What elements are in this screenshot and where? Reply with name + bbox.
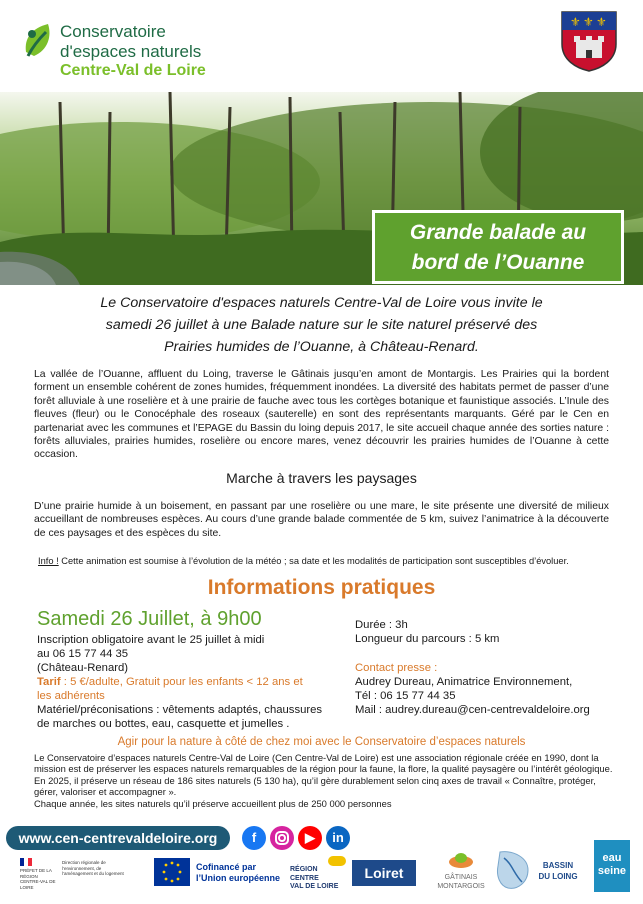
intro-line2: samedi 26 juillet à une Balade nature sur le site naturel préservé des xyxy=(105,317,538,333)
org-name-line3: Centre-Val de Loire xyxy=(60,62,206,79)
linkedin-icon[interactable]: in xyxy=(326,826,350,850)
organization-description xyxy=(34,752,614,809)
eu-flag-icon xyxy=(154,858,190,886)
region-logo: RÉGION CENTRE VAL DE LOIRE xyxy=(290,856,348,892)
gatinais-leaf-icon xyxy=(446,850,476,870)
eau-seine-logo: eau seine xyxy=(594,840,630,892)
eu-cofinance: Cofinancé par l’Union européenne xyxy=(196,862,281,883)
event-title-line2: bord de l’Ouanne xyxy=(411,251,585,274)
org-name-line2: d'espaces naturels xyxy=(60,42,202,61)
registration-phone: au 06 15 77 44 35 xyxy=(37,648,129,660)
org-name-line1: Conservatoire xyxy=(60,22,166,41)
tarif-line2: les adhérents xyxy=(37,690,105,702)
tarif-text: : 5 €/adulte, Gratuit pour les enfants < 12 ans et xyxy=(60,676,303,688)
svg-text:⚜: ⚜ xyxy=(583,15,594,29)
organization-text: Le Conservatoire d’espaces naturels Centre-Val de Loire (Cen Centre-Val de Loire) est une association régionale créée en 1990, dont la mission est de préserver les espaces naturels remarquables de la région pour la faune, la flore, la qualité paysagère ou l’intérêt géologique. En 2025, il préserve un réseau de 186 sites naturels (5 130 ha), qu’il gère durablement selon cinq axes de travail « Connaître, protéger, gérer, valoriser et accompagner ». xyxy=(34,752,613,798)
leaf-logo-icon xyxy=(22,22,56,62)
press-contact-name: Audrey Dureau, Animatrice Environnement, xyxy=(355,676,573,688)
bassin-logo: BASSIN DU LOING xyxy=(538,861,578,881)
info-text: Cette animation est soumise à l’évolution de la météo ; sa date et les modalités de participation sont susceptibles d’évoluer. xyxy=(58,556,569,566)
svg-text:⚜: ⚜ xyxy=(596,15,607,29)
website-link[interactable]: www.cen-centrevaldeloire.org xyxy=(6,826,230,850)
tarif-line xyxy=(37,676,303,689)
walk-heading: Marche à travers les paysages xyxy=(226,470,417,486)
instagram-icon[interactable] xyxy=(270,826,294,850)
practical-heading: Informations pratiques xyxy=(207,576,436,599)
coat-of-arms-icon xyxy=(560,10,618,72)
intro-line3: Prairies humides de l’Ouanne, à Château-Renard. xyxy=(164,339,479,355)
intro-text xyxy=(40,292,603,358)
press-contact-email[interactable]: Mail : audrey.dureau@cen-centrevaldeloire.org xyxy=(355,704,590,716)
gatinais-logo: GÂTINAIS MONTARGOIS xyxy=(432,850,490,890)
organization-visitors: Chaque année, les sites naturels qu’il préserve accueillent plus de 250 000 personnes xyxy=(34,797,392,809)
info-note xyxy=(38,556,618,566)
tarif-label: Tarif xyxy=(37,676,61,688)
info-label: Info ! xyxy=(38,556,59,566)
cen-logo xyxy=(22,18,322,80)
svg-text:⚜: ⚜ xyxy=(570,15,581,29)
walk-description: D’une prairie humide à un boisement, en passant par une roselière ou une mare, le site présente une diversité de milieux accueillant de nombreuses espèces. Au cours d’une grande balade commentée de 5 km, suivez l’animatrice à la découverte de ces paysages et des espèces du site. xyxy=(34,501,609,539)
site-description: La vallée de l’Ouanne, affluent du Loing, traverse le Gâtinais jusqu’en amont de Montargis. Les Prairies qui la bordent forment un ensemble cohérent de zones humides, fréquemment inondées. La diversité des habitats permet de passer d’une forêt alluviale à une roselière et à une prairie de fauche avec tous les cortèges botanique et faunistique associés. L’Inule des fleuves (fleur) ou le Conocéphale des roseaux (sauterelle) en sont des représentants marquants. Géré par le Cen en partenariat avec les communes et l’EPAGE du Bassin du loing depuis 2017, le site accueil chaque année des sorties nature : forêts alluviales, prairies humides, roselière ou encore mares, venez découvrir les prairies humides de l’Ouanne à cette occasion. xyxy=(34,369,609,461)
press-contact-phone: Tél : 06 15 77 44 35 xyxy=(355,690,456,702)
event-title-line1: Grande balade au xyxy=(409,221,587,244)
event-date: Samedi 26 Juillet, à 9h00 xyxy=(37,608,262,630)
material-line1: Matériel/préconisations : vêtements adaptés, chaussures xyxy=(37,704,323,716)
registration-line1: Inscription obligatoire avant le 25 juillet à midi xyxy=(37,634,265,646)
intro-line1: Le Conservatoire d'espaces naturels Centre-Val de Loire vous invite le xyxy=(100,295,543,311)
bassin-map-icon xyxy=(494,848,534,892)
prefet-logo: PRÉFET DE LA RÉGION CENTRE-VAL DE LOIRE Direction régionale de l’environnement, de l’aménagement et du logement xyxy=(20,860,124,890)
duration: Durée : 3h xyxy=(355,619,408,631)
agir-heading: Agir pour la nature à côté de chez moi avec le Conservatoire d’espaces naturels xyxy=(117,736,526,748)
region-shape-icon xyxy=(328,856,346,866)
youtube-icon[interactable]: ▶ xyxy=(298,826,322,850)
route-length: Longueur du parcours : 5 km xyxy=(355,633,500,645)
facebook-icon[interactable]: f xyxy=(242,826,266,850)
press-contact-title: Contact presse : xyxy=(355,662,438,674)
event-title-banner xyxy=(372,210,624,284)
loiret-logo: Loiret xyxy=(352,860,416,886)
registration-place: (Château-Renard) xyxy=(37,662,129,674)
marianne-flag-icon xyxy=(20,858,32,866)
material-line2: de marches ou bottes, eau, casquette et jumelles . xyxy=(37,718,290,730)
